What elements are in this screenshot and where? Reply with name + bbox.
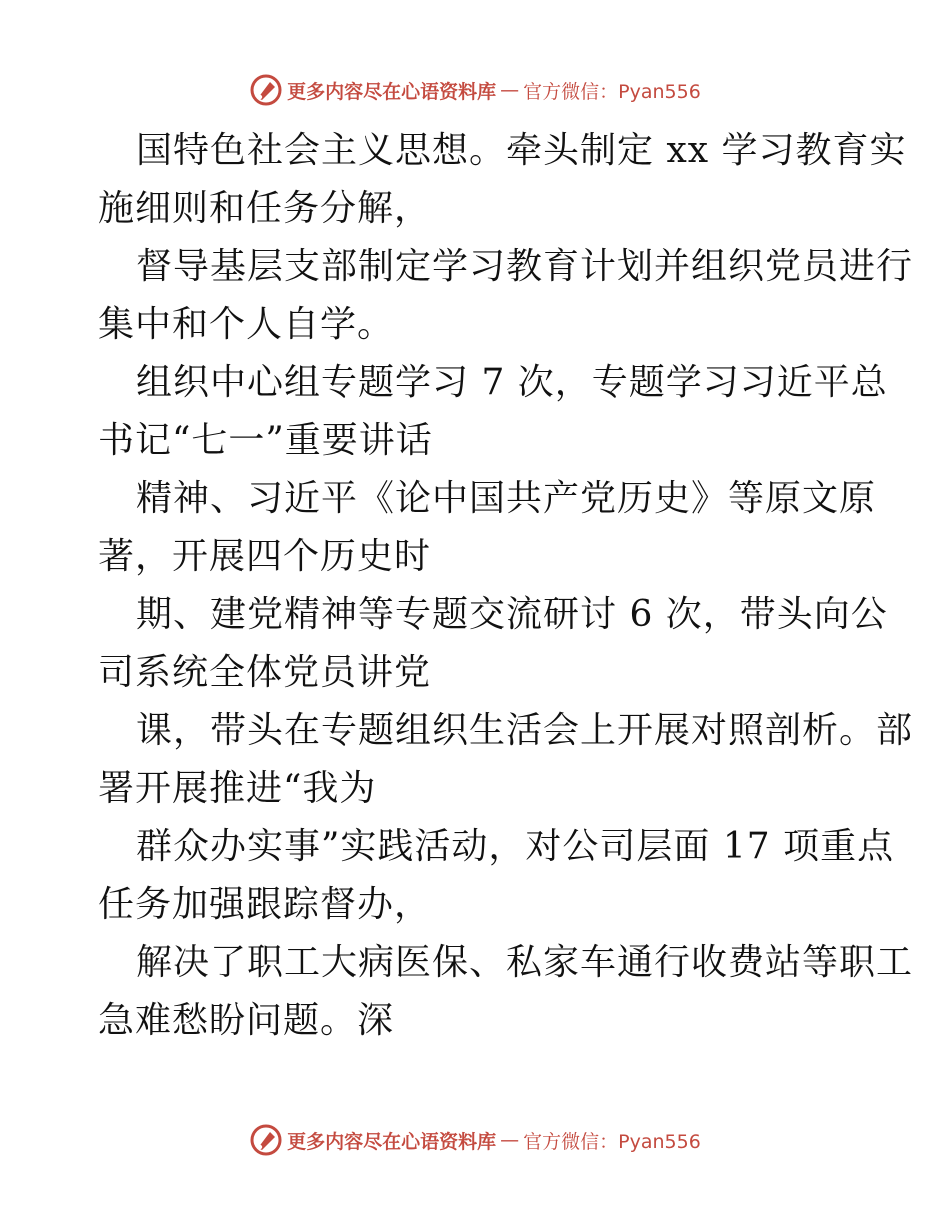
body-line: 施细则和任务分解， [98,188,432,229]
body-line: 群众办实事”实践活动，对公司层面 17 项重点 [136,826,895,867]
body-line: 组织中心组专题学习 7 次，专题学习习近平总 [136,362,888,403]
footer-brand [249,1123,701,1157]
body-line: 解决了职工大病医保、私家车通行收费站等职工 [136,942,914,983]
footer-brand-text: 更多内容尽在心语资料库 [287,1130,497,1153]
body-line: 书记“七一”重要讲话 [98,420,433,461]
body-line: 司系统全体党员讲党 [98,652,432,693]
header-brand [249,73,701,107]
body-line: 著，开展四个历史时 [98,536,432,577]
body-line: 急难愁盼问题。深 [98,1000,395,1041]
body-line: 国特色社会主义思想。牵头制定 xx 学习教育实 [136,130,907,171]
body-line: 课，带头在专题组织生活会上开展对照剖析。部 [136,710,914,751]
body-line: 署开展推进“我为 [98,768,377,809]
page-header [0,70,950,110]
document-body [98,122,914,1050]
body-line: 任务加强跟踪督办， [98,884,432,925]
body-line: 集中和个人自学。 [98,304,395,345]
header-brand-text: 更多内容尽在心语资料库 [287,80,497,103]
page-footer [0,1120,950,1160]
footer-wechat: 官方微信：Pyan556 [523,1130,701,1153]
pen-nib-circle-icon [249,73,283,107]
body-line: 期、建党精神等专题交流研讨 6 次，带头向公 [136,594,888,635]
body-line: 精神、习近平《论中国共产党历史》等原文原 [136,478,877,519]
pen-nib-circle-icon [249,1123,283,1157]
footer-separator: — [500,1129,520,1151]
header-wechat: 官方微信：Pyan556 [523,80,701,103]
header-separator: — [500,79,520,101]
body-line: 督导基层支部制定学习教育计划并组织党员进行 [136,246,914,287]
